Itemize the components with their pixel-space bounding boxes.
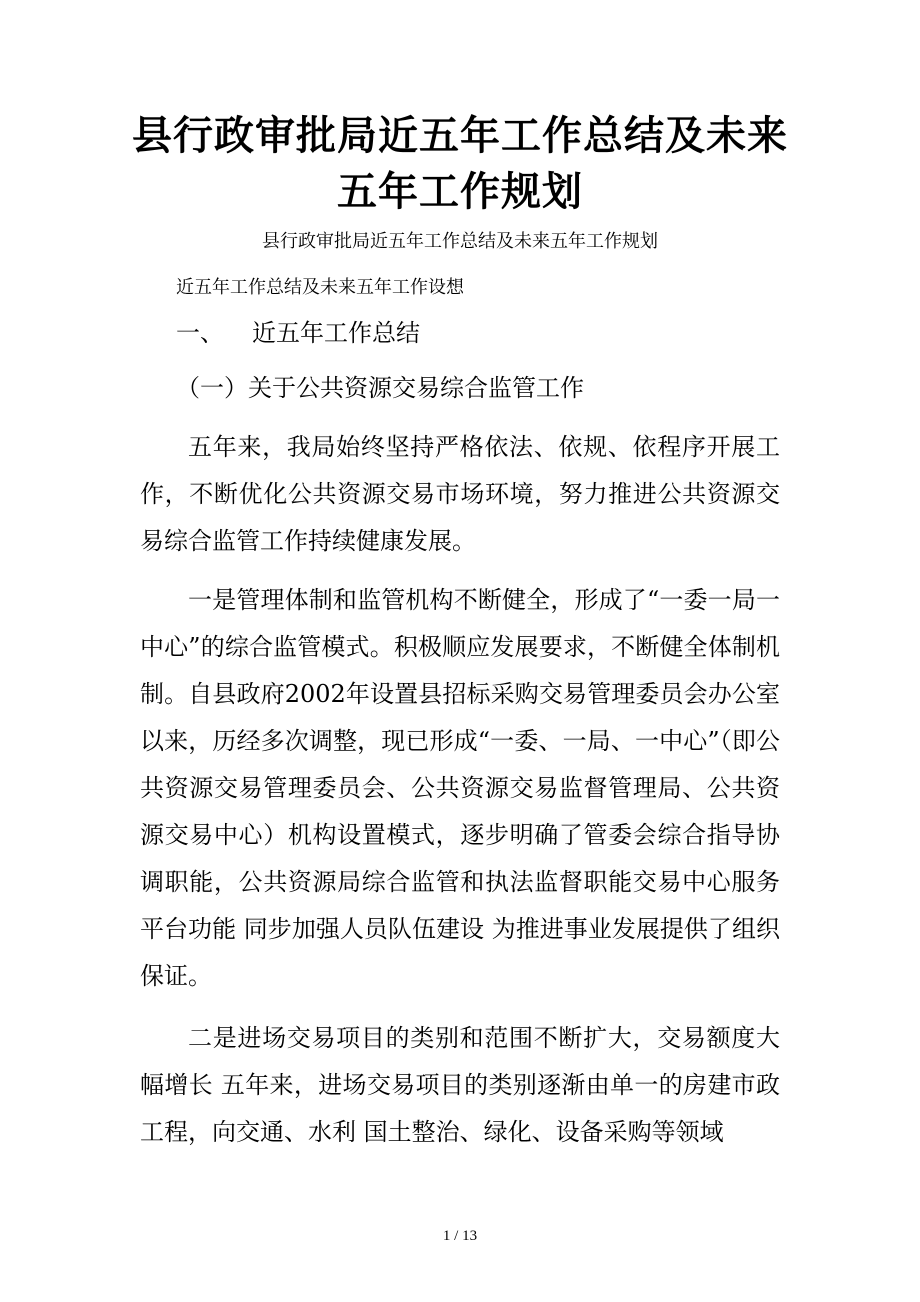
- subsection-heading: （一）关于公共资源交易综合监管工作: [176, 374, 584, 402]
- body-paragraph: 一是管理体制和监管机构不断健全，形成了“一委一局一中心”的综合监管模式。积极顺应发展要求，不断健全体制机制。自县政府2002年设置县招标采购交易管理委员会办公室以来，历经多次调整，现已形成“一委、一局、一中心”（即公共资源交易管理委员会、公共资源交易监督管理局、公共资源交易中心）机构设置模式，逐步明确了管委会综合指导协调职能，公共资源局综合监管和执法监督职能交易中心服务平台功能 同步加强人员队伍建设 为推进事业发展提供了组织保证。: [140, 586, 780, 990]
- document-title: 县行政审批局近五年工作总结及未来五年工作规划: [132, 112, 788, 215]
- section-heading: [176, 315, 420, 351]
- section-title: 近五年工作总结: [252, 319, 420, 347]
- section-number: 一、: [176, 319, 224, 347]
- intro-line: 近五年工作总结及未来五年工作设想: [176, 277, 464, 298]
- document-subtitle: 县行政审批局近五年工作总结及未来五年工作规划: [262, 231, 658, 252]
- body-paragraph: 五年来，我局始终坚持严格依法、依规、依程序开展工作，不断优化公共资源交易市场环境，努力推进公共资源交易综合监管工作持续健康发展。: [140, 433, 780, 555]
- page-number: 1 / 13: [442, 1228, 478, 1244]
- body-paragraph: 二是进场交易项目的类别和范围不断扩大，交易额度大幅增长 五年来，进场交易项目的类别逐渐由单一的房建市政工程，向交通、水利 国土整治、绿化、设备采购等领域: [140, 1024, 780, 1146]
